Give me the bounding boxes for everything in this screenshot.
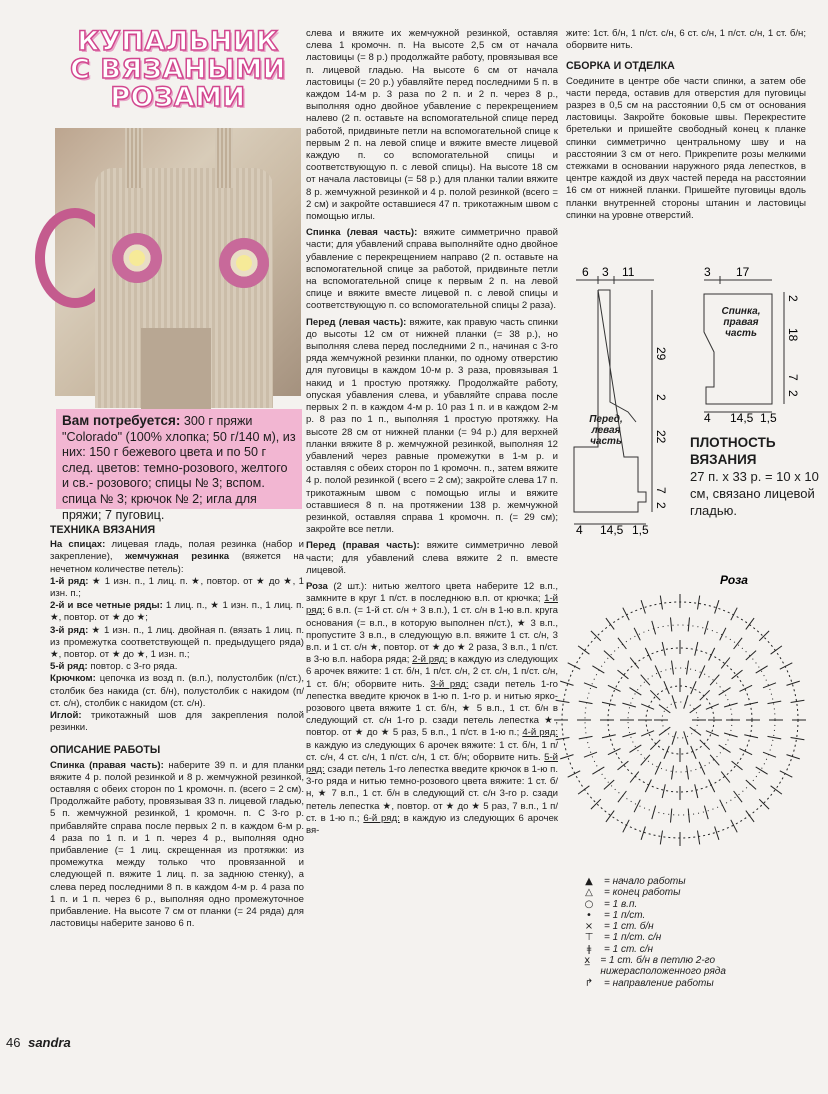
back-dim-top-2: 17 — [736, 265, 750, 279]
stitch-mark — [641, 600, 645, 613]
stitch-mark — [721, 772, 730, 783]
stitch-mark — [641, 827, 645, 840]
stitch-mark — [719, 745, 731, 753]
stitch-mark — [698, 596, 700, 610]
front-dim-v-2: 2 — [654, 394, 668, 401]
stitch-mark — [671, 809, 672, 823]
column-3 — [566, 28, 806, 226]
stitch-mark — [660, 596, 662, 610]
stitch-mark — [746, 651, 756, 660]
stitch-mark — [709, 648, 715, 661]
stitch-mark — [664, 681, 669, 694]
stitch-mark — [556, 738, 570, 740]
stitch-mark — [704, 621, 708, 635]
legend-symbol-icon: x̲ — [584, 955, 591, 967]
stitch-mark — [780, 663, 793, 669]
stitch-mark — [710, 755, 719, 766]
density-block — [690, 434, 820, 519]
materials-box — [56, 409, 302, 522]
stitch-mark — [662, 784, 665, 798]
legend-description: = направление работы — [604, 977, 714, 989]
back-schema-label: Спинка, правая часть — [721, 306, 761, 339]
legend-row — [574, 910, 814, 921]
legend-row — [574, 932, 814, 943]
legend-row — [574, 921, 814, 932]
legend-symbol-icon: × — [584, 921, 594, 933]
stitch-mark — [556, 700, 570, 702]
stitch-mark — [690, 705, 701, 713]
legend-symbol-icon: ↱ — [584, 977, 594, 989]
front-left: Перед (левая часть): вяжите, как правую часть спинки до высоты 12 см от нижней планки (= 38 р.), но выполняя слева перед последними 2 п., начиная с 3-го ряда жемчужной резинки планки, по одному отверстию для пуговицы в каждом 10-м р. 3 раза, провязывая 1 накид и 1 простую протяжку. Продолжайте работу, опуская убавления слева, и убавляйте справа после первых 2 п. в каждом 4-м р. 10 раз 1 п. и в каждом 2-м р. 8 раз по 1 п., выполняя 1 простую протяжку. На высоте 28 см от нижней планки (= 94 р.) для верхней планки вяжите 8 р. жемчужной резинкой, выполняя 12 убавлений через равные промежутки в 1-м р. и оставляя с обеих сторон по 1 кромочн. п., затем вяжите 4 р. полой резинкой ( всего = 2 см); закройте слева 17 п. трикотажным швом с помощью иглы и вяжите оставшиеся 8 п. на протяжении 138 р. жемчужной резинкой, оставляя справа 1 кромочн. п. (= 29 см); закройте все петли. — [306, 316, 558, 536]
back-left: Спинка (левая часть): вяжите симметрично правой части; для убавлений справа выполняйте одно двойное убавление с перекрещением направо (2 п. оставьте на вспомогательной спице за работой, придвиньте петли на вспомогательной спице к первым 2 п. на левой спице и вяжите вместе лицевой п. с левой спицы и соответствующую п. со вспомогательной спицы 2 раза). — [306, 227, 558, 312]
title-line-1: КУПАЛЬНИК — [77, 26, 279, 57]
photo-shadow — [141, 328, 211, 418]
stitch-mark — [734, 638, 743, 649]
stitch-mark — [671, 617, 672, 631]
stitch-mark — [672, 695, 676, 708]
stitch-mark — [641, 675, 650, 686]
legend-description: = 1 п/ст. с/н — [604, 932, 662, 944]
stitch-mark — [791, 700, 805, 702]
stitch-mark — [591, 631, 601, 641]
front-dim-top-2: 3 — [602, 265, 609, 279]
stitch-mark — [655, 762, 661, 775]
stitch-mark — [579, 701, 593, 704]
front-dim-v-4: 7 — [654, 487, 668, 494]
legend-description: = конец работы — [604, 887, 681, 899]
density-text: 27 п. x 33 р. = 10 x 10 см, связано лицевой гладью. — [690, 469, 819, 518]
stitch-mark — [699, 762, 705, 775]
stitch-mark — [715, 600, 719, 613]
legend-row — [574, 978, 814, 989]
assembly-text: Соедините в центре обе части спинки, а затем обе части переда, оставив для отверстия для пуговицы разрез в 0,5 см на расстоянии 0,5 см от основания ластовицы. Закройте боковые швы. Перекрестите бретельки и пришейте свободный конец к планке спинки симметрично центральному шву и на расстоянии 3 см от него. Прикрепите розы мелкими стежками в основании наружного ряда лепестков, в центре каждой из двух частей переда на расстоянии 16 см от нижней планки. Пришейте пуговицы вдоль планки внутренней стороны штанин и ластовицы спинки на уровне отверстий. — [566, 75, 806, 221]
materials-heading: Вам потребуется: — [62, 413, 181, 428]
stitch-mark — [787, 755, 800, 759]
stitch-mark — [602, 702, 616, 705]
stitch-mark — [645, 780, 651, 793]
back-dim-v-1: 2 — [786, 295, 800, 302]
stitch-mark — [623, 608, 629, 621]
legend-row — [574, 955, 814, 978]
legend-description: = 1 ст. б/н — [604, 921, 654, 933]
photo-rose — [112, 233, 162, 283]
stitch-mark — [579, 736, 593, 739]
front-dim-bottom-3: 1,5 — [632, 523, 649, 537]
stitch-mark — [698, 831, 700, 845]
stitch-mark — [618, 670, 629, 679]
legend-row — [574, 944, 814, 955]
stitch-mark — [650, 740, 660, 750]
stitch-mark — [591, 799, 601, 809]
legend-symbol-icon: ○ — [584, 898, 594, 910]
legend-symbol-icon: △ — [585, 887, 593, 899]
front-dim-v-5: 2 — [654, 502, 668, 509]
stitch-mark — [771, 786, 782, 794]
legend-row — [574, 899, 814, 910]
stitch-mark — [700, 740, 710, 750]
magazine-name: sandra — [28, 1035, 71, 1050]
front-dim-top-3: 11 — [622, 265, 635, 279]
stitch-mark — [763, 752, 776, 757]
density-heading: ПЛОТНОСТЬ ВЯЗАНИЯ — [690, 435, 776, 467]
stitch-mark — [688, 809, 689, 823]
stitch-mark — [746, 780, 756, 789]
stitch-mark — [768, 701, 782, 704]
product-photo — [55, 128, 301, 396]
stitch-mark — [724, 733, 738, 737]
legend-description: = 1 ст. с/н — [604, 943, 654, 955]
stitch-mark — [602, 735, 616, 738]
title-line-3: РОЗАМИ — [110, 82, 246, 113]
stitch-mark — [687, 661, 689, 675]
stitch-mark — [710, 675, 719, 686]
legend-description: = 1 в.п. — [604, 898, 638, 910]
stitch-mark — [771, 646, 782, 654]
stitch-mark — [684, 731, 688, 744]
stitch-mark — [768, 736, 782, 739]
stitch-mark — [687, 766, 689, 780]
back-dim-bottom-2: 14,5 — [730, 411, 754, 425]
stitch-mark — [641, 704, 654, 709]
stitch-mark — [606, 811, 614, 822]
stitch-mark — [695, 784, 698, 798]
stitch-mark — [650, 690, 660, 700]
stitch-mark — [604, 780, 614, 789]
assembly-heading: СБОРКА И ОТДЕЛКА — [566, 60, 675, 73]
stitch-mark — [759, 631, 769, 641]
rose-instructions: Роза (2 шт.): нитью желтого цвета наберите 12 в.п., замкните в круг 1 п/ст. в последнюю в.п. от крючка; 1-й ряд: 6 в.п. (= 1-й ст. с/н + 3 в.п.), 1 ст. с/н в 1-ю в.п. круга основания (= в.п., в которую выполнен п/ст.), ★ 3 в.п., пропустите 3 в.п., в следующую в.п. вяжите 1 ст. с/н, 3 в.п. и 1 ст. с/н ★, повтор. от ★ до ★ 2 раза, 3 в.п., 1 п/ст. в 3-ю в.п. набора ряда; 2-й ряд: в каждую из следующих 6 арочек вяжите: 1 ст. б/н, 1 п/ст. с/н, 2 ст. с/н, 1 п/ст. с/н, 1 ст. б/н; оборвите нить. 3-й ряд: сзади петель 1-го лепестка введите крючок в 1-ю п. 1-го р. и нитью ярко-розового цвета вяжите 1 ст. б/н, ★ 5 в.п., 1 ст. б/н в следующий ст. с/н 1-го р. сзади петель лепестка ★, повтор. от ★ до ★ 5 раз, 5 в.п., 1 п/ст. в 1-ю п.; 4-й ряд: в каждую из следующих 6 арочек вяжите: 1 ст. б/н, 1 п/ст. с/н, 4 ст. с/н, 1 п/ст. с/н, 1 ст. б/н; оборвите нить. 5-й ряд: сзади петель 1-го лепестка введите крючок в 1-ю п. 3-го ряда и нитью темно-розового цвета вяжите: 1 ст. б/н, ★ 7 в.п., 1 ст. б/н в следующий ст. с/н 3-го р. сзади петель лепестка ★, повтор. от ★ до ★ 5 раз, 7 в.п., 1 п/ст. в 1-ю п.; 6-й ряд: в каждую из следующих 6 арочек вя- — [306, 580, 559, 836]
front-schema — [566, 262, 666, 537]
photo-rose — [219, 238, 269, 288]
stitch-mark — [622, 703, 636, 707]
stitch-mark — [780, 771, 793, 777]
stitch-mark — [715, 827, 719, 840]
back-dim-v-2: 18 — [786, 328, 800, 342]
stitch-mark — [672, 731, 676, 744]
stitch-mark — [652, 806, 656, 820]
front-schema-label: Перед, левая часть — [589, 414, 623, 447]
stitch-mark — [684, 695, 688, 708]
photo-strap — [215, 128, 233, 188]
stitch-mark — [660, 831, 662, 845]
rose-continued: жите: 1ст. б/н, 1 п/ст. с/н, 6 ст. с/н, 1 п/ст. с/н, 1 ст. б/н; оборвите нить. — [566, 28, 806, 52]
stitch-mark — [791, 738, 805, 740]
stitch-mark — [763, 683, 776, 688]
stitch-mark — [744, 735, 758, 738]
stitch-mark — [606, 618, 614, 629]
stitch-mark — [659, 705, 670, 713]
stitch-mark — [731, 608, 737, 621]
stitch-mark — [720, 628, 726, 641]
stitch-mark — [664, 746, 669, 759]
stitch-mark — [604, 651, 614, 660]
back-dim-v-3: 7 — [786, 374, 800, 381]
front-dim-bottom-2: 14,5 — [600, 523, 624, 537]
stitch-mark — [704, 806, 708, 820]
page-footer — [6, 1035, 71, 1050]
title-line-2: С ВЯЗАНЫМИ — [70, 54, 286, 85]
stitch-mark — [584, 752, 597, 757]
stitch-mark — [672, 766, 674, 780]
stitch-mark — [641, 755, 650, 766]
stitch-mark — [592, 767, 604, 774]
stitch-mark — [734, 791, 743, 802]
photo-strap — [125, 128, 143, 188]
rose-diagram-title: Роза — [720, 573, 748, 587]
page-number: 46 — [6, 1035, 21, 1050]
back-schema — [696, 262, 816, 425]
legend-symbol-icon: • — [586, 909, 592, 921]
stitch-mark — [688, 617, 689, 631]
stitch-mark — [618, 761, 629, 770]
stitch-mark — [724, 703, 738, 707]
stitch-mark — [560, 681, 573, 685]
stitch-mark — [732, 670, 743, 679]
stitch-mark — [622, 733, 636, 737]
back-dim-top-1: 3 — [704, 265, 711, 279]
stitch-mark — [578, 646, 589, 654]
legend-row — [574, 887, 814, 898]
column-2 — [306, 28, 558, 841]
back-dim-bottom-3: 1,5 — [760, 411, 777, 425]
legend-symbol-icon: ǂ — [586, 943, 592, 955]
stitch-mark — [695, 642, 698, 656]
stitch-mark — [655, 665, 661, 678]
stitch-mark — [700, 690, 710, 700]
back-right-continued: слева и вяжите их жемчужной резинкой, оставляя слева 1 кромочн. п. На высоте 2,5 см от начала ластовицы (= 8 р.) продолжайте работу, провязывая все п. лицевой гладью. На высоте 6 см от начала ластовицы (= 20 р.) убавляйте перед последними 5 п. в каждом 14-м р. 3 раза по 2 п. и 2 п. через 8 р., выполняя одно двойное убавление с перекрещением налево (2 п. оставьте на вспомогательной спице перед работой, придвиньте петли на вспомогательной спице к первым 2 п. на левой спице и вяжите вместе лицевой каждую п. со вспомогательной спицы и соответствующую п. с левой спицы). На высоте 18 см от начала ластовицы (= 58 р.) для планки талии вяжите 8 р. жемчужной резинкой и 4 р. полой резинкой (всего = 2 см) и закройте оставшиеся 47 п. трикотажным швом с помощью иглы. — [306, 28, 558, 223]
stitch-mark — [652, 621, 656, 635]
work-back-right: Спинка (правая часть): наберите 39 п. и для планки вяжите 4 р. полой резинкой и 8 р. жемчужной резинкой, оставляя с обеих сторон по 1 кромочн. п. (всего = 2 см). Продолжайте работу, провязывая 33 п. лицевой гладью, 5 п. жемчужной резинкой, 1 кромочн. п. С 3-го р. прибавляйте справа после первых 2 п. в каждом 6-м р. 4 раза по 1 п. и 1 п. через 4 р., выполняя одно прибавление (= 1 лиц. скрещенная из протяжки: из промежутка между только что провязанной и следующей п. вяжите 1 лиц. п. за заднюю стенку), а слева перед последними 8 п. в каждом 4-м р. 4 раза по 1 п. и 1 п. через 6 р., выполняя одно промежуточное прибавление. На высоте 7 см от планки (= 24 ряда) для ластовицы наберите заново 6 п. — [50, 759, 304, 930]
stitch-mark — [584, 683, 597, 688]
stitch-mark — [709, 780, 715, 793]
work-heading: ОПИСАНИЕ РАБОТЫ — [50, 744, 161, 757]
stitch-mark — [623, 820, 629, 833]
stitch-mark — [759, 799, 769, 809]
stitch-mark — [746, 618, 754, 629]
stitch-mark — [568, 663, 581, 669]
stitch-mark — [592, 666, 604, 673]
front-dim-top-1: 6 — [582, 265, 589, 279]
column-1 — [50, 524, 304, 935]
stitch-mark — [662, 642, 665, 656]
legend-symbol-icon: ⊤ — [584, 932, 594, 944]
back-dim-bottom-1: 4 — [704, 411, 711, 425]
front-right: Перед (правая часть): вяжите симметрично левой части; для убавлений слева вяжите 2 п. вместе лицевой. — [306, 540, 558, 576]
front-dim-v-3: 22 — [654, 430, 668, 444]
stitch-mark — [744, 702, 758, 705]
stitch-mark — [634, 628, 640, 641]
materials-text: 300 г пряжи "Colorado" (100% хлопка; 50 г/140 м), из них: 150 г бежевого цвета и по 50 г след. цветов: темно-розового, желтого и св.- розового; спицы № 3; вспом. спица № 3; крючок № 2; игла для пряжи; 7 пуговиц. — [62, 414, 296, 522]
diagram-legend — [574, 876, 814, 989]
technique-heading: ТЕХНИКА ВЯЗАНИЯ — [50, 524, 156, 536]
stitch-mark — [560, 755, 573, 759]
legend-symbol-icon: ▲ — [585, 876, 593, 887]
stitch-mark — [720, 800, 726, 813]
stitch-mark — [732, 761, 743, 770]
stitch-mark — [672, 661, 674, 675]
article-title — [62, 28, 294, 112]
rose-crochet-diagram — [530, 560, 820, 870]
stitch-mark — [645, 648, 651, 661]
legend-row — [574, 876, 814, 887]
legend-description: = начало работы — [604, 876, 686, 887]
legend-description: = 1 ст. б/н в петлю 2-го нижерасположенного ряда — [600, 955, 726, 978]
back-dim-v-4: 2 — [786, 390, 800, 397]
stitch-mark — [719, 688, 731, 696]
front-dim-v-1: 29 — [654, 347, 668, 361]
technique-knitting: На спицах: лицевая гладь, полая резинка (набор и закрепление), жемчужная резинка (вяжется на нечетном количестве петель): 1-й ряд: ★ 1 изн. п., 1 лиц. п. ★, повтор. от ★ до ★, 1 изн. п.; 2-й и все четные ряды: 1 лиц. п., ★ 1 изн. п., 1 лиц. п. ★, повтор. от ★ до ★; 3-й ряд: ★ 1 изн. п., 1 лиц. двойная п. (вязать 1 лиц. п. из промежутка соответствующей п. предыдущего ряда) ★, повтор. от ★ до ★, 1 изн. п.; 5-й ряд: повтор. с 3-го ряда. Крючком: цепочка из возд п. (в.п.), полустолбик (п/ст.), столбик без накида (ст. б/н), полустолбик с накидом (п/ст. с/н), столбик с накидом (ст. с/н). Иглой: трикотажный шов для закрепления полой резинки. — [50, 539, 305, 734]
front-dim-bottom-1: 4 — [576, 523, 583, 537]
stitch-mark — [787, 681, 800, 685]
legend-description: = 1 п/ст. — [604, 909, 646, 921]
